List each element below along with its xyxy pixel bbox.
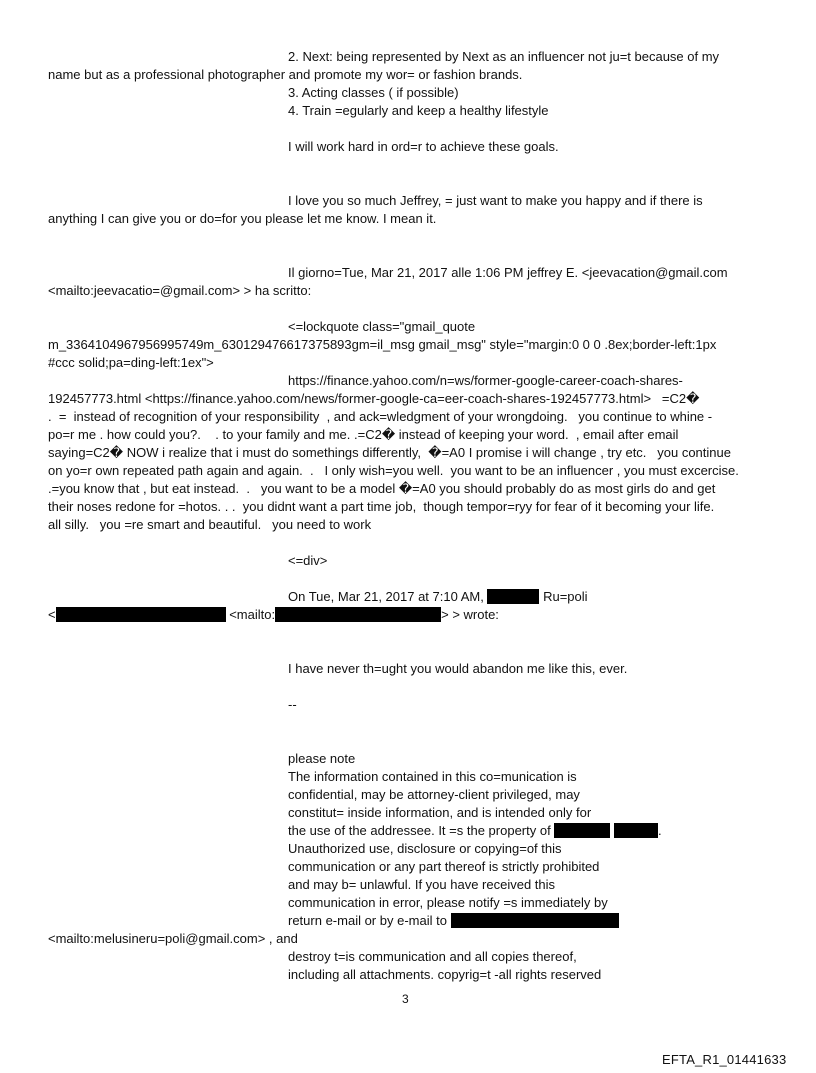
disclaimer-line: please note — [288, 751, 356, 766]
document-id: EFTA_R1_01441633 — [662, 1052, 787, 1067]
disclaimer-line: communication or any part thereof is strictly prohibited — [288, 859, 600, 874]
redaction-block — [487, 589, 539, 604]
disclaimer-line: including all attachments. copyrig=t -all rights reserved — [288, 967, 602, 982]
redaction-block — [56, 607, 226, 622]
quoted-header — [288, 588, 588, 606]
quoted-link: 192457773.html <https://finance.yahoo.com/news/former-google-ca=eer-coach-shares-192457773.html> =C2� — [48, 391, 700, 406]
reply-header: Il giorno=Tue, Mar 21, 2017 alle 1:06 PM jeffrey E. <jeevacation@gmail.com — [288, 265, 728, 280]
disclaimer-line: The information contained in this co=munication is — [288, 769, 577, 784]
redaction-block — [614, 823, 658, 838]
goal-2-line: 2. Next: being represented by Next as an influencer not ju=t because of my — [288, 49, 720, 64]
message-line: anything I can give you or do=for you please let me know. I mean it. — [48, 211, 437, 226]
quoted-header-address — [48, 606, 499, 624]
redaction-block — [554, 823, 610, 838]
disclaimer-line: communication in error, please notify =s immediately by — [288, 895, 608, 910]
goal-3-line: 3. Acting classes ( if possible) — [288, 85, 459, 100]
period: . — [657, 823, 662, 838]
message-line: I love you so much Jeffrey, = just want to make you happy and if there is — [288, 193, 703, 208]
wrote-label: > > wrote: — [441, 607, 499, 622]
quoted-body: on yo=r own repeated path again and again. . I only wish=you well. you want to be an influencer , you must excercise. — [48, 463, 739, 478]
quoted-body: . = instead of recognition of your responsibility , and ack=wledgment of your wrongdoing. you continue to whine - — [48, 409, 713, 424]
disclaimer-text: the use of the addressee. It =s the property of — [288, 823, 551, 838]
disclaimer-line: and may b= unlawful. If you have received this — [288, 877, 556, 892]
quoted-header-date: On Tue, Mar 21, 2017 at 7:10 AM, — [288, 589, 484, 604]
quoted-body: saying=C2� NOW i realize that i must do somethings differently, �=A0 I promise i will change , try etc. you continue — [48, 445, 731, 460]
reply-header: <mailto:jeevacatio=@gmail.com> > ha scritto: — [48, 283, 312, 298]
disclaimer-text: return e-mail or by e-mail to — [288, 913, 447, 928]
disclaimer-line: destroy t=is communication and all copies thereof, — [288, 949, 577, 964]
quoted-body: all silly. you =re smart and beautiful. you need to work — [48, 517, 372, 532]
blockquote-markup: m_3364104967956995749m_630129476617375893gm=il_msg gmail_msg" style="margin:0 0 0 .8ex;border-left:1px — [48, 337, 717, 352]
mailto-prefix: <mailto: — [229, 607, 276, 622]
disclaimer-line — [288, 912, 619, 930]
blockquote-markup: #ccc solid;pa=ding-left:1ex"> — [48, 355, 214, 370]
signature-separator: -- — [288, 697, 297, 712]
quoted-message: I have never th=ught you would abandon me like this, ever. — [288, 661, 628, 676]
redaction-block — [275, 607, 441, 622]
address-bracket: < — [48, 607, 56, 622]
disclaimer-line: Unauthorized use, disclosure or copying=of this — [288, 841, 562, 856]
div-markup: <=div> — [288, 553, 328, 568]
disclaimer-mailto: <mailto:melusineru=poli@gmail.com> , and — [48, 931, 298, 946]
disclaimer-line — [288, 822, 662, 840]
goal-2-continued: name but as a professional photographer and promote my wor= or fashion brands. — [48, 67, 523, 82]
quoted-body: po=r me . how could you?. . to your family and me. .=C2� instead of keeping your word. , email after email — [48, 427, 679, 442]
redaction-block — [451, 913, 619, 928]
goal-4-line: 4. Train =egularly and keep a healthy lifestyle — [288, 103, 549, 118]
quoted-header-name: Ru=poli — [543, 589, 588, 604]
disclaimer-line: confidential, may be attorney-client privileged, may — [288, 787, 580, 802]
disclaimer-line: constitut= inside information, and is intended only for — [288, 805, 592, 820]
quoted-body: their noses redone for =hotos. . . you didnt want a part time job, though tempor=ryy for fear of it becoming your life. — [48, 499, 715, 514]
goals-closing: I will work hard in ord=r to achieve these goals. — [288, 139, 559, 154]
blockquote-markup: <=lockquote class="gmail_quote — [288, 319, 476, 334]
page-number: 3 — [402, 992, 409, 1006]
quoted-link: https://finance.yahoo.com/n=ws/former-google-career-coach-shares- — [288, 373, 683, 388]
quoted-body: .=you know that , but eat instead. . you want to be a model �=A0 you should probably do as most girls do and get — [48, 481, 716, 496]
